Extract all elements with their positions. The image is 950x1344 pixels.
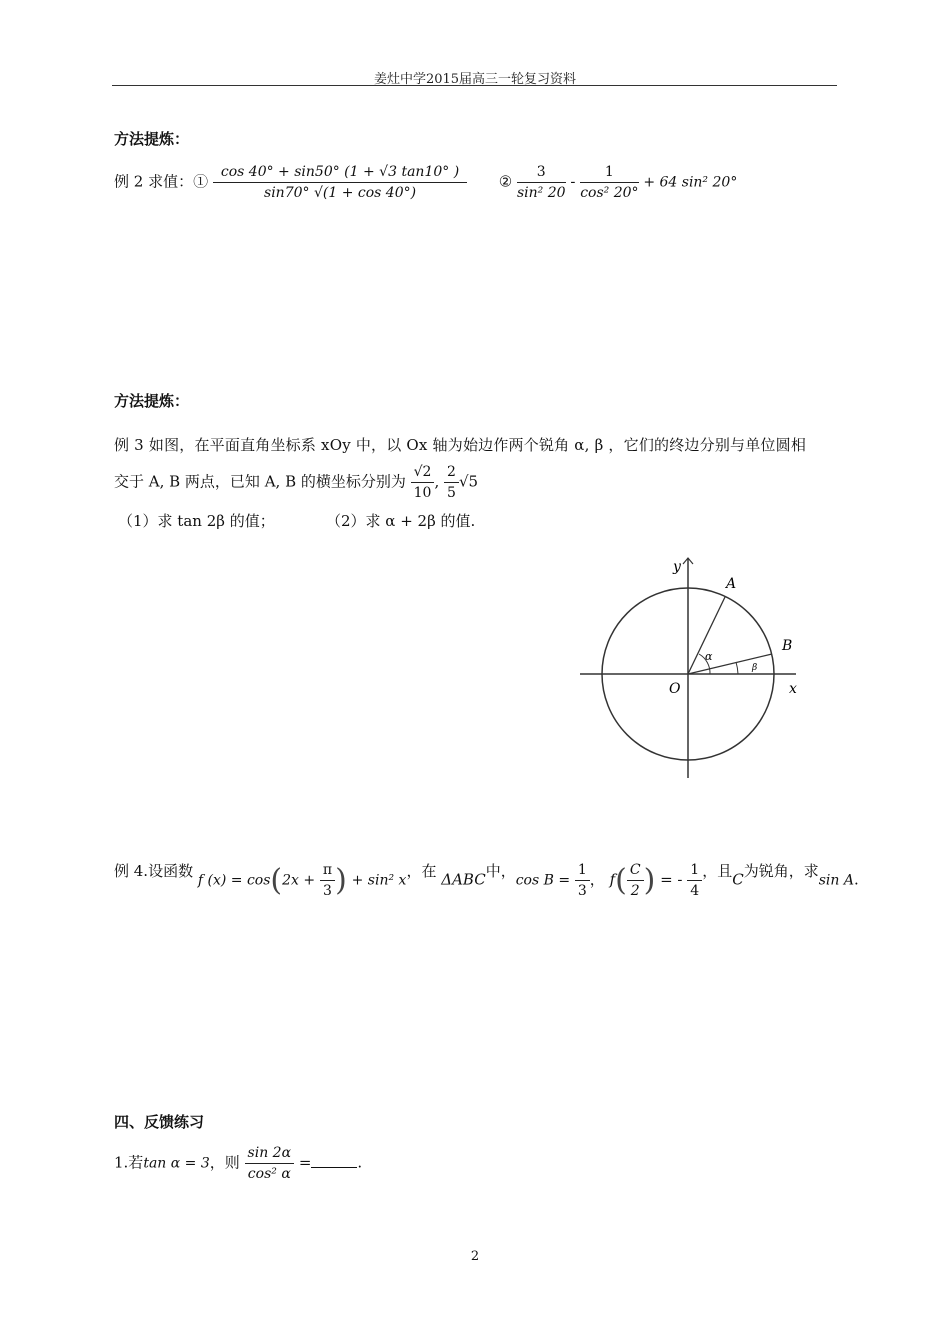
example-3-comma: , [434, 472, 440, 491]
example-2-part2-mark: ② [498, 172, 513, 191]
example-4-eq: = - [660, 870, 683, 889]
example-2-label: 例 2 求值： [114, 172, 194, 191]
page-header: 姜灶中学2015届高三一轮复习资料 [373, 72, 577, 87]
method-heading-1: 方法提炼： [114, 130, 190, 148]
example-3-line2-text: 交于 A, B 两点，已知 A, B 的横坐标分别为 [114, 472, 406, 491]
exercise-1-cond: tan α = 3 [143, 1155, 210, 1172]
example-4-quarter-num: 1 [687, 860, 702, 881]
example-4 [114, 860, 859, 901]
example-4-end: . [853, 870, 859, 889]
section-4-title: 四、反馈练习 [114, 1113, 205, 1131]
example-2-part1-denominator: sin70° √(1 + cos 40°) [264, 185, 417, 201]
example-4-sin: + sin² x [351, 872, 407, 889]
example-3-tail: √5 [458, 472, 479, 491]
paren-close-2: ) [643, 863, 656, 898]
example-4-cosb-num: 1 [575, 860, 590, 881]
exercise-1-den: cos² α [247, 1166, 291, 1182]
example-2-tail: + 64 sin² 20° [643, 174, 738, 191]
label-origin: O [669, 681, 681, 697]
example-4-fx: f (x) = cos [197, 872, 271, 889]
label-alpha: α [705, 650, 713, 663]
exercise-1-mid: ，则 [209, 1153, 240, 1172]
paren-open-2: ( [615, 863, 627, 898]
method-heading-2: 方法提炼： [114, 392, 190, 410]
example-3-frac1 [411, 462, 435, 503]
answer-blank[interactable] [311, 1153, 357, 1168]
example-2-part2-f2-num: 1 [580, 162, 638, 183]
example-2-part2-f1-num: 3 [517, 162, 566, 183]
header-rule [112, 85, 837, 86]
example-2-part2-fraction2 [580, 162, 638, 203]
example-3-frac1-num: √2 [411, 462, 435, 483]
example-4-label: 例 4.设函数 [114, 862, 194, 880]
exercise-1-frac [245, 1143, 295, 1184]
example-4-quarter-frac [687, 860, 702, 901]
example-3-line2 [114, 462, 478, 503]
exercise-1-pre: 1.若 [114, 1153, 144, 1172]
example-4-f: f [609, 870, 616, 889]
beta-arc [736, 662, 738, 674]
label-beta: β [752, 663, 758, 673]
label-point-b: B [782, 638, 793, 654]
example-2-part2-f1-den: sin² 20 [516, 185, 566, 201]
example-4-pi-den: 3 [323, 883, 332, 899]
example-3-frac1-den: 10 [413, 485, 432, 501]
exercise-1-num: sin 2α [245, 1143, 295, 1164]
page-number: 2 [470, 1249, 480, 1264]
example-3-question-1: （1）求 tan 2β 的值； [118, 512, 275, 530]
label-x: x [789, 681, 797, 697]
paren-close: ) [335, 863, 347, 898]
example-4-text3: ， [589, 870, 605, 889]
example-4-inner: 2x + [282, 872, 316, 889]
example-4-cosb-den: 3 [577, 883, 587, 899]
example-3-question-2: （2）求 α + 2β 的值. [326, 512, 476, 530]
paren-open: ( [270, 863, 283, 898]
example-2 [114, 162, 737, 203]
example-4-cosb-frac [575, 860, 590, 901]
example-2-part1-fraction [213, 162, 467, 203]
example-4-c-den: 2 [630, 883, 640, 899]
example-2-part1-numerator: cos 40° + sin50° (1 + √3 tan10° ) [213, 162, 467, 183]
example-3-frac2 [444, 462, 459, 503]
exercise-1-end: . [357, 1153, 363, 1172]
example-4-c-frac [627, 860, 644, 901]
example-2-part1-mark: ① [193, 172, 209, 191]
exercise-1 [114, 1143, 362, 1184]
label-point-a: A [726, 576, 737, 592]
example-4-text5: 为锐角，求 [743, 862, 819, 880]
example-3-frac2-den: 5 [447, 485, 456, 501]
exercise-1-eq: = [298, 1153, 312, 1172]
example-3-frac2-num: 2 [444, 462, 459, 483]
example-2-part2-f2-den: cos² 20° [580, 185, 639, 201]
ray-b [688, 654, 772, 674]
example-3-line1: 例 3 如图，在平面直角坐标系 xOy 中，以 Ox 轴为始边作两个锐角 α, β ，它们的终边分别与单位圆相 [114, 436, 807, 454]
example-4-text1: ，在 [406, 862, 437, 880]
example-2-minus: - [570, 172, 576, 191]
example-4-pi-num: π [320, 860, 335, 881]
example-4-triangle: ΔABC [441, 870, 486, 889]
example-4-text2: 中， [485, 862, 516, 880]
example-4-text4: ，且 [702, 862, 733, 880]
label-y: y [673, 559, 681, 575]
example-4-cosb: cos B = [515, 872, 571, 889]
example-4-c: C [732, 870, 744, 889]
example-4-quarter-den: 4 [690, 883, 700, 899]
example-4-sina: sin A [818, 872, 854, 889]
example-2-part2-fraction1 [517, 162, 566, 203]
unit-circle-figure [570, 550, 820, 790]
example-4-c-num: C [627, 860, 644, 881]
example-4-pi-frac [320, 860, 335, 901]
